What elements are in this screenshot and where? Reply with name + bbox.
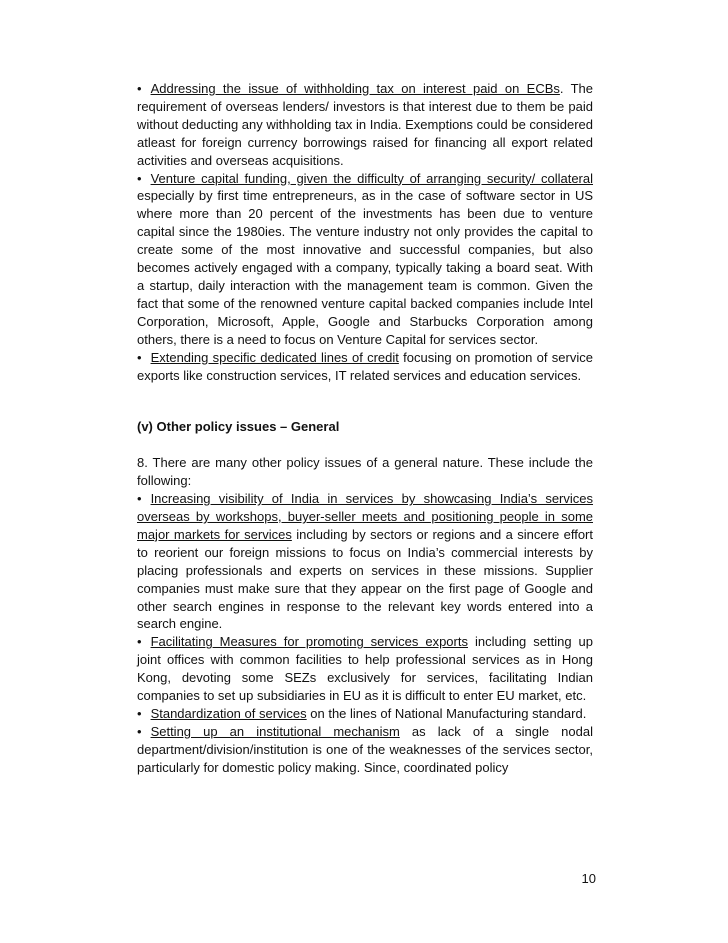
list-item-text: as lack of a single nodal department/division/institution is one of the weaknesses of the services sector, particularly for domestic policy making. Since, coordinated policy (137, 723, 593, 775)
list-item-facilitating-measures (137, 633, 593, 705)
list-item-text: including setting up joint offices with common facilities to help professional services as in Hong Kong, devoting some SEZs exclusively for services, facilitating Indian companies to set up subsidiaries in EU as it is difficult to enter EU market, etc. (137, 634, 594, 704)
page-number: 10 (581, 871, 596, 886)
spacer (137, 384, 593, 418)
document-body (137, 80, 593, 777)
list-item-text: on the lines of National Manufacturing standard. (306, 706, 587, 721)
list-item-lead: Facilitating Measures for promoting services exports (150, 634, 468, 650)
list-item-lead: Setting up an institutional mechanism (150, 723, 400, 739)
list-item-text: including by sectors or regions and a sincere effort to reorient our foreign missions to focus on India’s commercial interests by placing professionals and experts on services in these missions. Supplier companies must make sure that they appear on the first page of Google and other search engines in response to the relevant key words entered into a search engine. (137, 526, 594, 632)
list-item-lead: Extending specific dedicated lines of credit (150, 349, 399, 365)
list-item-lead: Addressing the issue of withholding tax on interest paid on ECBs (150, 81, 560, 96)
section-heading: (v) Other policy issues – General (137, 419, 340, 435)
list-item-lead: Standardization of services (150, 706, 307, 721)
list-item-text: focusing on promotion of service exports like construction services, IT related services and education services. (137, 349, 593, 383)
list-item-venture-capital (137, 170, 593, 349)
list-item-institutional-mechanism (137, 723, 593, 777)
list-item-lead: Increasing visibility of India in services by showcasing India’s services overseas by workshops, buyer-seller meets and positioning people in some major markets for services (137, 491, 593, 542)
list-item-lines-of-credit (137, 349, 593, 385)
list-item-lead: Venture capital funding, given the difficulty of arranging security/ collateral (150, 170, 593, 186)
intro-paragraph: 8. There are many other policy issues of a general nature. These include the following: (137, 455, 593, 489)
spacer (137, 436, 593, 454)
list-item-visibility (137, 490, 593, 633)
list-item-text: especially by first time entrepreneurs, as in the case of software sector in US where more than 20 percent of the investments has been due to venture capital since the 1980ies. The venture industry not only provides the capital to create some of the most innovative and successful companies, but also becomes actively engaged with a company, typically taking a board seat. With a startup, daily interaction with the management team is common. Given the fact that some of the renowned venture capital backed companies include Intel Corporation, Microsoft, Apple, Google and Starbucks Corporation among others, there is a need to focus on Venture Capital for services sector. (137, 188, 593, 347)
list-item-text: . The requirement of overseas lenders/ investors is that interest due to them be paid without deducting any withholding tax in India. Exemptions could be considered atleast for foreign currency borrowings raised for financing all export related activities and overseas acquisitions. (137, 81, 594, 168)
list-item-withholding-tax (137, 80, 593, 170)
list-item-standardization (137, 705, 593, 723)
